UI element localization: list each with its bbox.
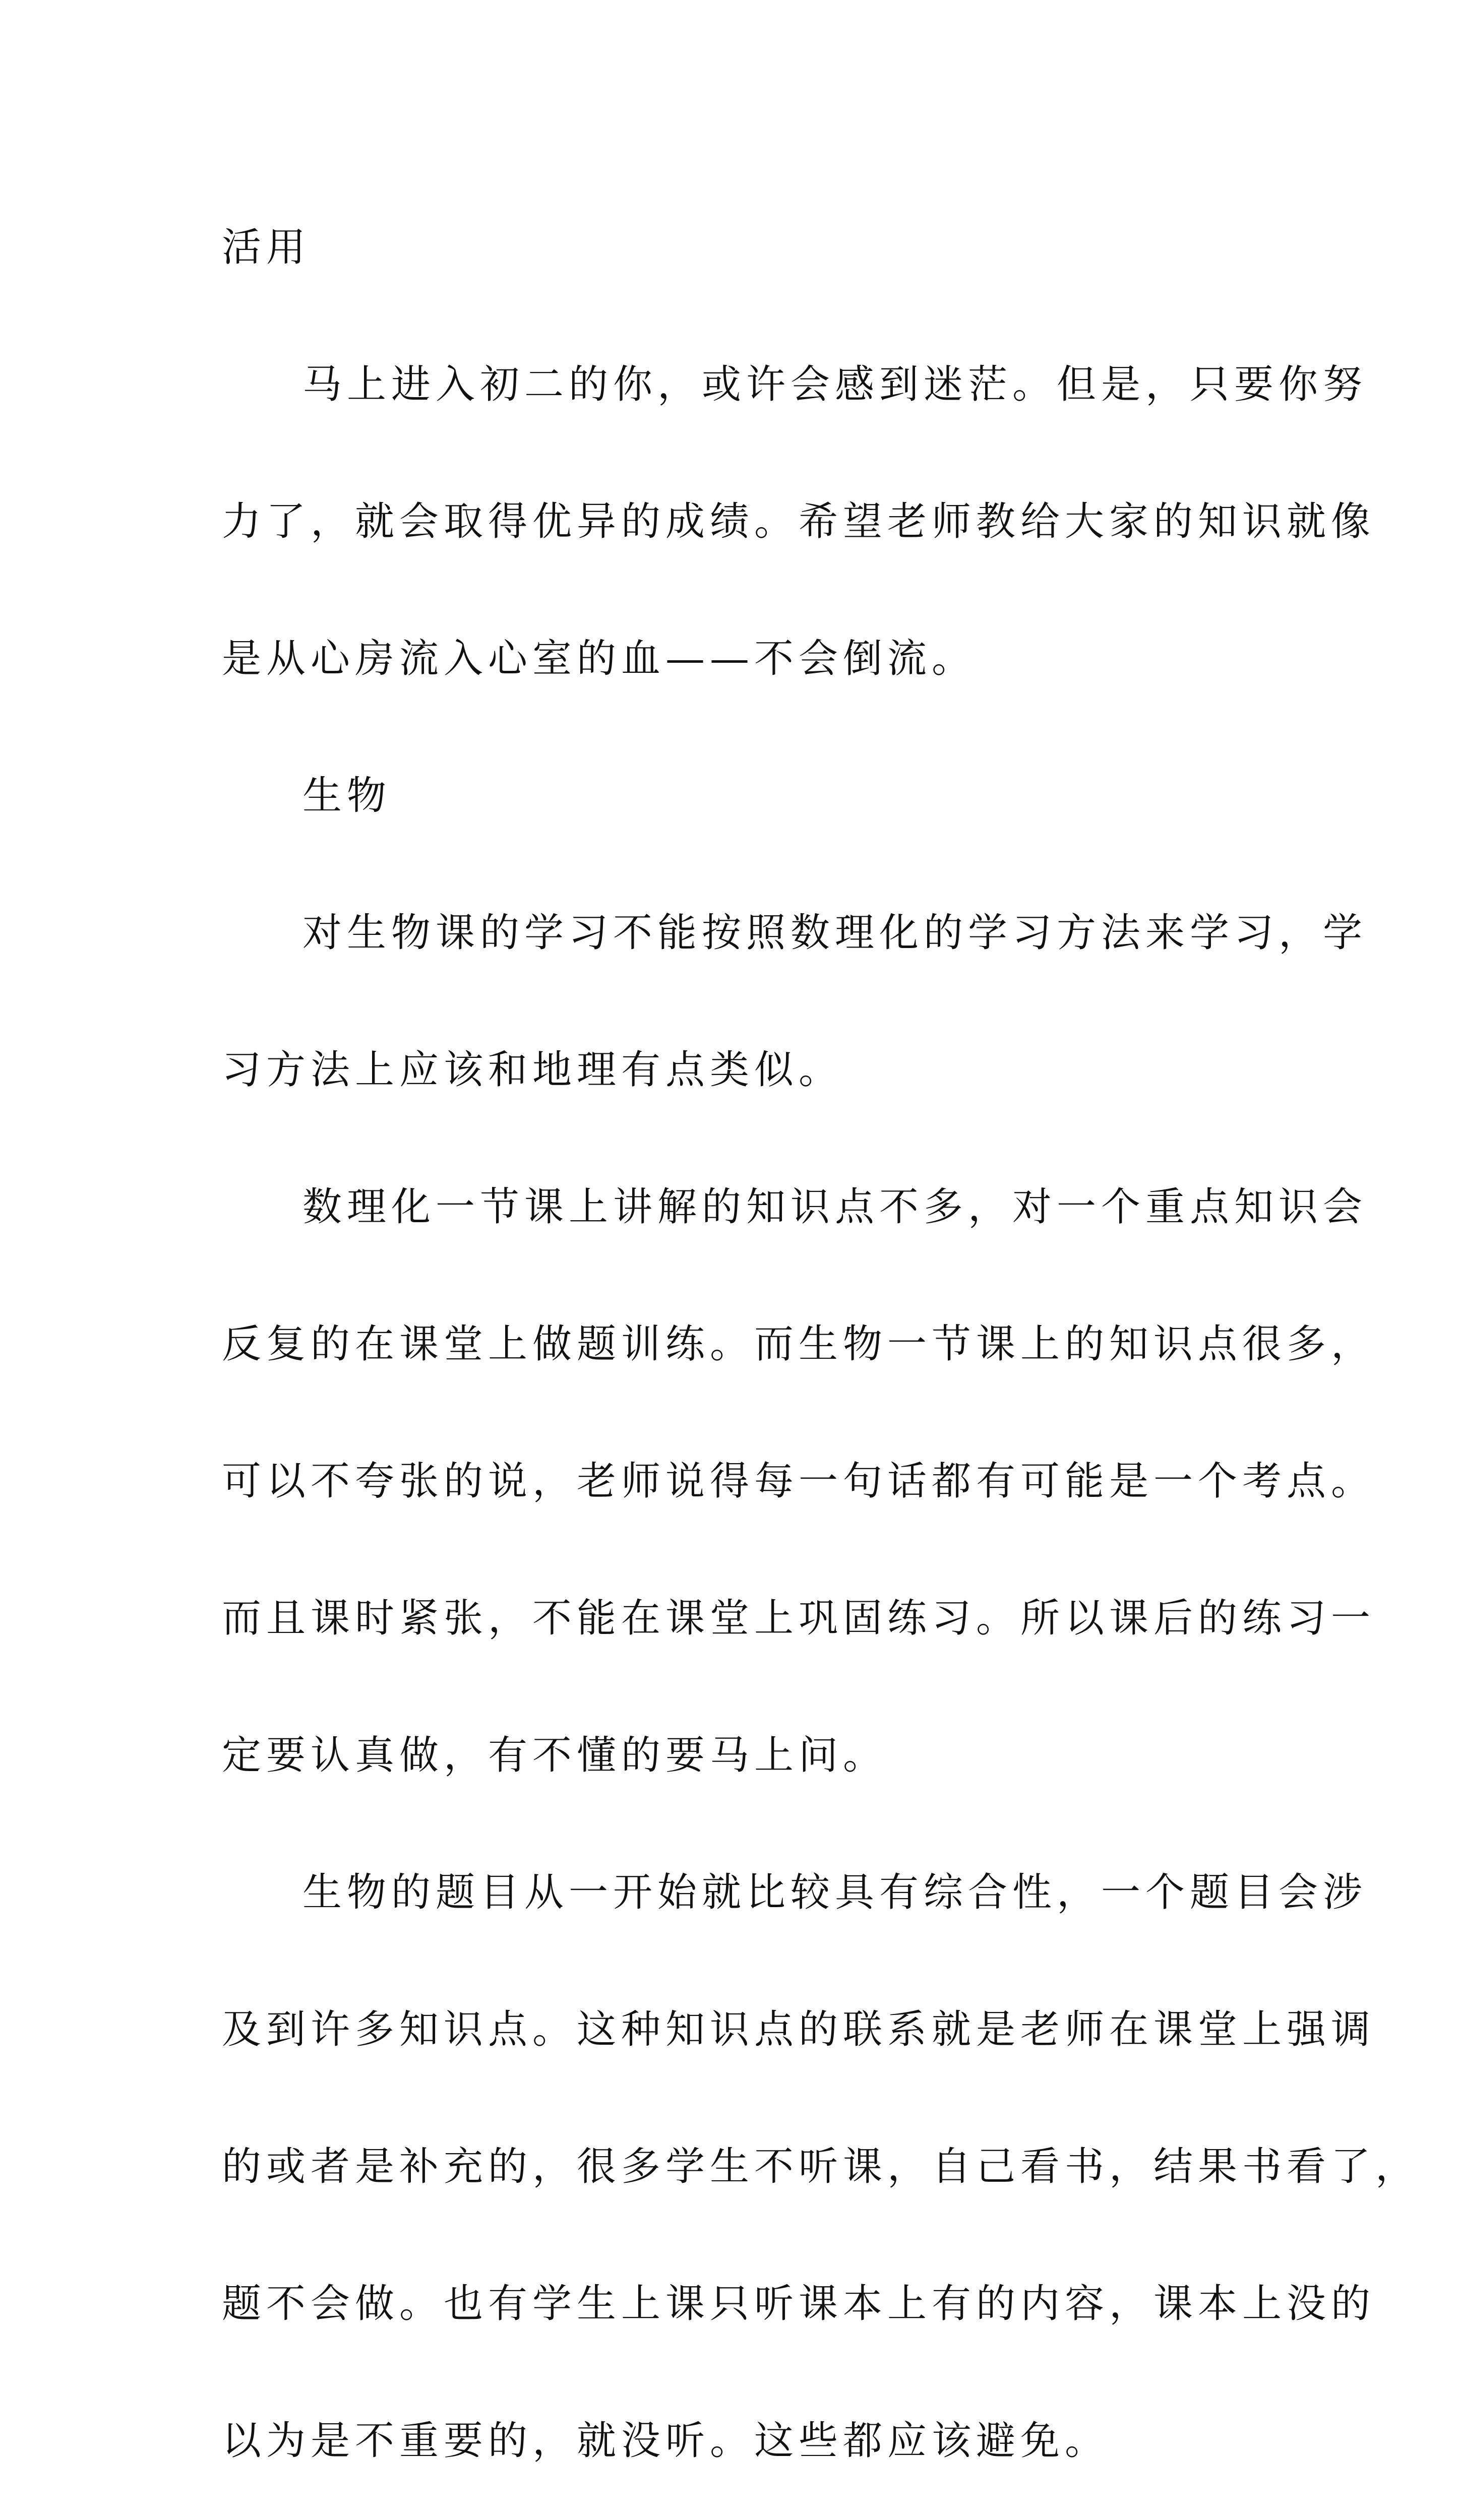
paragraph-line: 生物的题目从一开始就比较具有综合性，一个题目会涉 — [302, 1870, 1368, 1915]
paragraph-line: 马上进入初二的你，或许会感到迷茫。但是，只要你努 — [302, 362, 1368, 407]
paragraph-line: 以为是不重要的，就没听。这些都应该避免。 — [222, 2418, 1110, 2464]
paragraph-line: 数理化一节课上讲解的知识点不多，对一个重点知识会 — [302, 1184, 1368, 1230]
paragraph-line: 活用 — [222, 225, 311, 270]
paragraph-line: 的或者是补充的，很多学生不听课，自己看书，结果书看了， — [222, 2144, 1420, 2189]
paragraph-line: 及到许多知识点。这种知识点的联系就是老师在课堂上强调 — [222, 2007, 1376, 2052]
paragraph-line: 可以不夸张的说，老师说得每一句话都有可能是一个考点。 — [222, 1459, 1376, 1504]
paragraph-line: 对生物课的学习不能按照数理化的学习方法来学习，学 — [302, 910, 1368, 956]
document-body — [222, 179, 1420, 2520]
paragraph-line: 习方法上应该和地理有点类似。 — [222, 1047, 843, 1093]
section-heading: 生物 — [302, 773, 392, 818]
paragraph-line: 定要认真做，有不懂的要马上问。 — [222, 1733, 888, 1778]
paragraph-line: 反复的在课堂上做题训练。而生物一节课上的知识点很多， — [222, 1321, 1376, 1367]
paragraph-line: 而且课时紧张，不能在课堂上巩固练习。所以课后的练习一 — [222, 1596, 1376, 1641]
paragraph-line: 力了，就会取得优异的成绩。希望老师教给大家的知识就像 — [222, 499, 1376, 544]
paragraph-line: 是从心房流入心室的血——不会倒流。 — [222, 636, 977, 681]
list-intro — [222, 2509, 1270, 2520]
paragraph-line: 题不会做。也有学生上课只听课本上有的内容，课本上没的 — [222, 2281, 1376, 2326]
